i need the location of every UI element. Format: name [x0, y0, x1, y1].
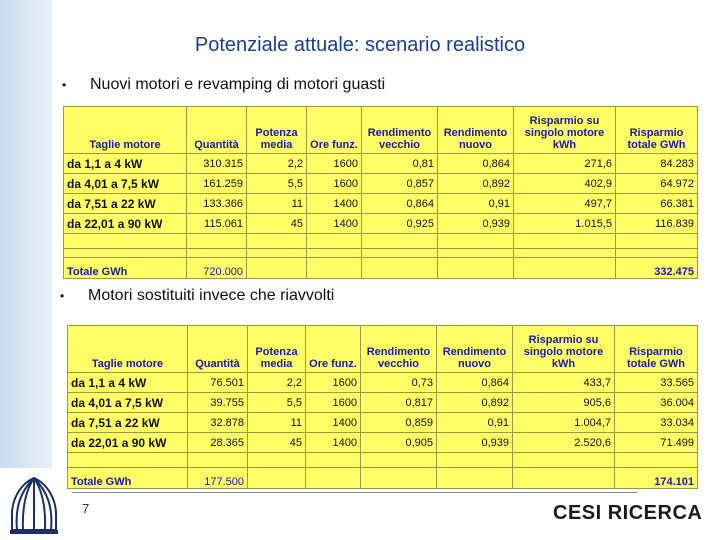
cell-quantity: 76.501 [188, 373, 248, 393]
cell-old-eff: 0,905 [361, 433, 437, 453]
table-row [64, 214, 698, 234]
total-gwh: 174.101 [615, 468, 698, 489]
total-quantity: 720.000 [187, 258, 247, 279]
cell-saving-total: 116.839 [616, 214, 698, 234]
cell-old-eff: 0,81 [362, 154, 438, 174]
cell-new-eff: 0,939 [437, 433, 513, 453]
col-header-saving-total: Risparmio totale GWh [616, 107, 698, 154]
cell-saving-total: 33.565 [615, 373, 698, 393]
cell-saving-total: 66.381 [616, 194, 698, 214]
col-header-quantity: Quantità [188, 326, 248, 373]
table-header-row [64, 107, 698, 154]
table-blank-row [68, 453, 698, 468]
cell-size: da 7,51 a 22 kW [64, 194, 187, 214]
cell-size: da 22,01 a 90 kW [64, 214, 187, 234]
bullet-dot-icon: • [60, 289, 65, 303]
cell-new-eff: 0,864 [437, 373, 513, 393]
cell-saving-motor: 2.520,6 [513, 433, 615, 453]
cell-quantity: 115.061 [187, 214, 247, 234]
cell-old-eff: 0,864 [362, 194, 438, 214]
footer-divider [72, 492, 637, 493]
cell-hours: 1400 [306, 413, 361, 433]
bullet-dot-icon: • [62, 78, 67, 92]
cell-old-eff: 0,857 [362, 174, 438, 194]
cell-avg-power: 45 [248, 433, 306, 453]
col-header-hours: Ore funz. [307, 107, 362, 154]
col-header-quantity: Quantità [187, 107, 247, 154]
bullet-2-text: Motori sostituiti invece che riavvolti [88, 287, 335, 304]
cell-old-eff: 0,73 [361, 373, 437, 393]
col-header-old-eff: Rendimento vecchio [361, 326, 437, 373]
cell-saving-motor: 271,6 [514, 154, 616, 174]
total-quantity: 177.500 [188, 468, 248, 489]
cell-size: da 4,01 a 7,5 kW [64, 174, 187, 194]
cell-new-eff: 0,91 [437, 413, 513, 433]
cell-hours: 1600 [306, 373, 361, 393]
shell-logo-icon [6, 474, 62, 536]
table-row [68, 433, 698, 453]
cell-new-eff: 0,892 [437, 393, 513, 413]
cell-hours: 1600 [306, 393, 361, 413]
cell-saving-total: 64.972 [616, 174, 698, 194]
cell-saving-motor: 1.004,7 [513, 413, 615, 433]
brand-logo: CESI RICERCA [553, 502, 703, 524]
cell-avg-power: 2,2 [247, 154, 307, 174]
table-replaced-motors [67, 325, 698, 489]
cell-avg-power: 45 [247, 214, 307, 234]
cell-new-eff: 0,91 [438, 194, 514, 214]
cell-hours: 1600 [307, 174, 362, 194]
col-header-size: Taglie motore [68, 326, 188, 373]
total-label: Totale GWh [64, 258, 187, 279]
col-header-size: Taglie motore [64, 107, 187, 154]
total-gwh: 332.475 [616, 258, 698, 279]
table-row [64, 174, 698, 194]
table-header-row [68, 326, 698, 373]
cell-avg-power: 5,5 [248, 393, 306, 413]
col-header-old-eff: Rendimento vecchio [362, 107, 438, 154]
page-title: Potenziale attuale: scenario realistico [194, 34, 526, 56]
cell-new-eff: 0,939 [438, 214, 514, 234]
left-decorative-band [0, 0, 52, 468]
cell-old-eff: 0,859 [361, 413, 437, 433]
cell-quantity: 39.755 [188, 393, 248, 413]
cell-saving-motor: 402,9 [514, 174, 616, 194]
col-header-new-eff: Rendimento nuovo [438, 107, 514, 154]
cell-hours: 1400 [307, 194, 362, 214]
cell-hours: 1400 [307, 214, 362, 234]
col-header-saving-motor: Risparmio su singolo motore kWh [513, 326, 615, 373]
table-row [64, 194, 698, 214]
col-header-avg-power: Potenza media [247, 107, 307, 154]
cell-saving-motor: 905,6 [513, 393, 615, 413]
table-gap-row [64, 249, 698, 258]
table-row [68, 413, 698, 433]
cell-quantity: 28.365 [188, 433, 248, 453]
cell-saving-motor: 497,7 [514, 194, 616, 214]
cell-saving-total: 36.004 [615, 393, 698, 413]
cell-hours: 1600 [307, 154, 362, 174]
col-header-saving-motor: Risparmio su singolo motore kWh [514, 107, 616, 154]
cell-saving-total: 84.283 [616, 154, 698, 174]
cell-old-eff: 0,817 [361, 393, 437, 413]
cell-size: da 7,51 a 22 kW [68, 413, 188, 433]
col-header-new-eff: Rendimento nuovo [437, 326, 513, 373]
table-blank-row [64, 234, 698, 249]
cell-hours: 1400 [306, 433, 361, 453]
cell-avg-power: 11 [247, 194, 307, 214]
table-row [64, 154, 698, 174]
cell-old-eff: 0,925 [362, 214, 438, 234]
cell-saving-total: 33.034 [615, 413, 698, 433]
bullet-1-text: Nuovi motori e revamping di motori guasti [90, 76, 386, 93]
table-total-row [68, 468, 698, 489]
cell-saving-motor: 433,7 [513, 373, 615, 393]
cell-avg-power: 5,5 [247, 174, 307, 194]
cell-avg-power: 2,2 [248, 373, 306, 393]
table-new-motors [63, 106, 698, 279]
cell-avg-power: 11 [248, 413, 306, 433]
table-total-row [64, 258, 698, 279]
cell-size: da 4,01 a 7,5 kW [68, 393, 188, 413]
cell-quantity: 32.878 [188, 413, 248, 433]
cell-new-eff: 0,864 [438, 154, 514, 174]
cell-size: da 1,1 a 4 kW [64, 154, 187, 174]
table-row [68, 373, 698, 393]
cell-size: da 1,1 a 4 kW [68, 373, 188, 393]
cell-size: da 22,01 a 90 kW [68, 433, 188, 453]
cell-quantity: 133.366 [187, 194, 247, 214]
total-label: Totale GWh [68, 468, 188, 489]
table-row [68, 393, 698, 413]
page-number: 7 [82, 501, 90, 516]
cell-quantity: 161.259 [187, 174, 247, 194]
cell-saving-motor: 1.015,5 [514, 214, 616, 234]
col-header-avg-power: Potenza media [248, 326, 306, 373]
cell-saving-total: 71.499 [615, 433, 698, 453]
col-header-saving-total: Risparmio totale GWh [615, 326, 698, 373]
col-header-hours: Ore funz. [306, 326, 361, 373]
cell-quantity: 310.315 [187, 154, 247, 174]
cell-new-eff: 0,892 [438, 174, 514, 194]
